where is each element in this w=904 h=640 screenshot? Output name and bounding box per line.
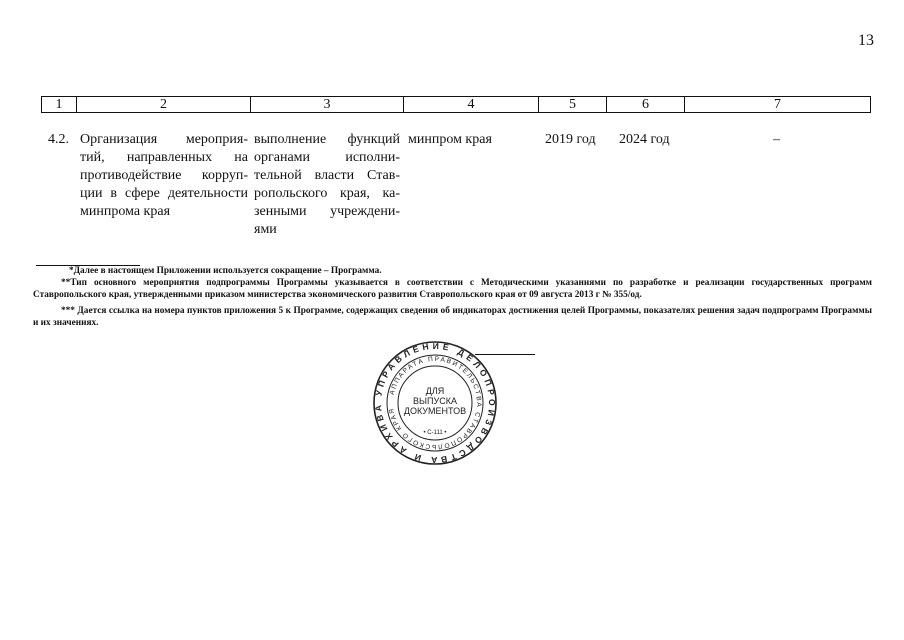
footnote-1: *Далее в настоящем Приложении используется сокращение – Программа.: [69, 266, 382, 276]
row-number: 4.2.: [48, 132, 69, 147]
stamp-outer-text: УПРАВЛЕНИЕ ДЕЛОПРОИЗВОДСТВА И АРХИВА: [372, 340, 498, 466]
activity-form-line: ропольского края, ка-: [254, 186, 400, 201]
stamp-center-line: ВЫПУСКА: [413, 396, 457, 406]
activity-name-line: противодействие корруп-: [80, 168, 248, 183]
executor: минпром края: [408, 132, 492, 147]
column-number-header: [41, 96, 871, 113]
footnote-2: **Тип основного мероприятия подпрограммы Программы указывается в соответствии с Методическими указаниями по разработке и реализации государственных программ Ставропольского края, утвержденными приказом министерства экономического развития Ставропольского края от 09 августа 2013 г № 355/од.: [33, 278, 872, 300]
header-col-3: 3: [251, 97, 404, 113]
header-col-5: 5: [539, 97, 607, 113]
activity-form-line: выполнение функций: [254, 132, 400, 147]
footnote-3: *** Дается ссылка на номера пунктов приложения 5 к Программе, содержащих сведения об индикаторах достижения целей Программы, показателях решения задач подпрограмм Программы и их значениях.: [33, 306, 872, 328]
header-col-7: 7: [685, 97, 871, 113]
header-col-1: 1: [42, 97, 77, 113]
stamp-code: • С-111 •: [423, 430, 447, 436]
stamp-center-line: ДОКУМЕНТОВ: [403, 406, 467, 416]
activity-form: [254, 131, 400, 239]
page-number: 13: [858, 32, 874, 49]
activity-form-line: зенными учреждени-: [254, 204, 400, 219]
activity-form-line: органами исполни-: [254, 150, 400, 165]
stamp-center-line: ДЛЯ: [425, 386, 445, 396]
activity-name: [80, 131, 248, 221]
start-year: 2019 год: [545, 132, 596, 147]
activity-form-line: ями: [254, 222, 277, 237]
activity-form-line: тельной власти Став-: [254, 168, 400, 183]
header-col-6: 6: [607, 97, 685, 113]
end-year: 2024 год: [619, 132, 670, 147]
activity-name-line: тий, направленных на: [80, 150, 248, 165]
header-col-4: 4: [404, 97, 539, 113]
header-col-2: 2: [77, 97, 251, 113]
official-stamp: [372, 340, 498, 466]
activity-name-line: ции в сфере деятельности: [80, 186, 248, 201]
stamp-inner-text: АППАРАТА ПРАВИТЕЛЬСТВА СТАВРОПОЛЬСКОГО КРАЯ: [388, 355, 483, 451]
activity-name-line: Организация мероприя-: [80, 132, 248, 147]
indicator-ref: –: [773, 132, 780, 147]
activity-name-line: минпрома края: [80, 204, 171, 219]
